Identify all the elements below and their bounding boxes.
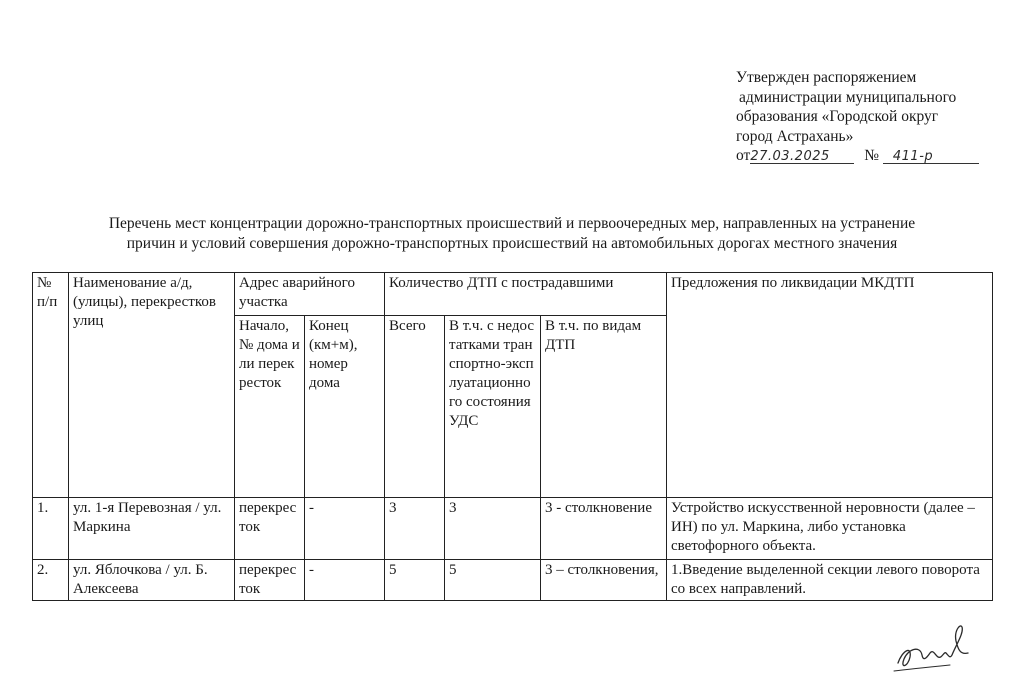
- number-value: 411-р: [892, 149, 934, 164]
- header-address-start: Начало, № дома или перекресток: [235, 316, 305, 498]
- title-line-2: причин и условий совершения дорожно-транспортных происшествий на автомобильных дорогах местного значения: [126, 235, 898, 252]
- header-num: № п/п: [33, 273, 69, 498]
- title-line-1: Перечень мест концентрации дорожно-транспортных происшествий и первоочередных мер, направленных на устранение: [108, 215, 916, 232]
- row-proposal: Устройство искусственной неровности (далее – ИН) по ул. Маркина, либо установка светофорного объекта.: [667, 498, 993, 560]
- row-types: 3 - столкновение: [541, 498, 667, 560]
- approval-line-2: администрации муниципального: [739, 88, 957, 106]
- row-name: ул. Яблочкова / ул. Б. Алексеева: [69, 560, 235, 601]
- approval-line-4: город Астрахань»: [736, 127, 854, 145]
- number-prefix: №: [864, 147, 879, 164]
- header-count-total: Всего: [385, 316, 445, 498]
- row-start: перекресток: [235, 560, 305, 601]
- row-end: -: [305, 560, 385, 601]
- approval-line-3: образования «Городской округ: [736, 108, 939, 125]
- approval-line-1: Утвержден распоряжением: [736, 69, 917, 86]
- table-row: [33, 560, 993, 601]
- header-address: Адрес аварийного участка: [235, 273, 385, 316]
- date-prefix: от: [736, 147, 751, 164]
- mkdtp-table: [32, 272, 993, 601]
- header-address-end: Конец (км+м), номер дома: [305, 316, 385, 498]
- row-num: 1.: [33, 498, 69, 560]
- row-name: ул. 1-я Перевозная / ул. Маркина: [69, 498, 235, 560]
- date-field: [750, 146, 854, 164]
- row-defects: 5: [445, 560, 541, 601]
- row-total: 3: [385, 498, 445, 560]
- row-total: 5: [385, 560, 445, 601]
- row-start: перекресток: [235, 498, 305, 560]
- row-defects: 3: [445, 498, 541, 560]
- row-num: 2.: [33, 560, 69, 601]
- signature-icon: [890, 615, 980, 675]
- document-title: [20, 214, 1004, 254]
- header-proposals: Предложения по ликвидации МКДТП: [667, 273, 993, 498]
- approval-stamp: [736, 68, 1016, 166]
- header-count-defects: В т.ч. с недостатками транспортно-эксплуатационного состояния УДС: [445, 316, 541, 498]
- row-proposal: 1.Введение выделенной секции левого поворота со всех направлений.: [667, 560, 993, 601]
- row-types: 3 – столкновения,: [541, 560, 667, 601]
- date-value: 27.03.2025: [750, 149, 830, 164]
- header-count: Количество ДТП с пострадавшими: [385, 273, 667, 316]
- approval-date-line: [736, 146, 1016, 166]
- number-field: [883, 146, 979, 164]
- header-row-1: [33, 273, 993, 316]
- row-end: -: [305, 498, 385, 560]
- header-count-types: В т.ч. по видам ДТП: [541, 316, 667, 498]
- header-name: Наименование а/д, (улицы), перекрестков улиц: [69, 273, 235, 498]
- table-row: [33, 498, 993, 560]
